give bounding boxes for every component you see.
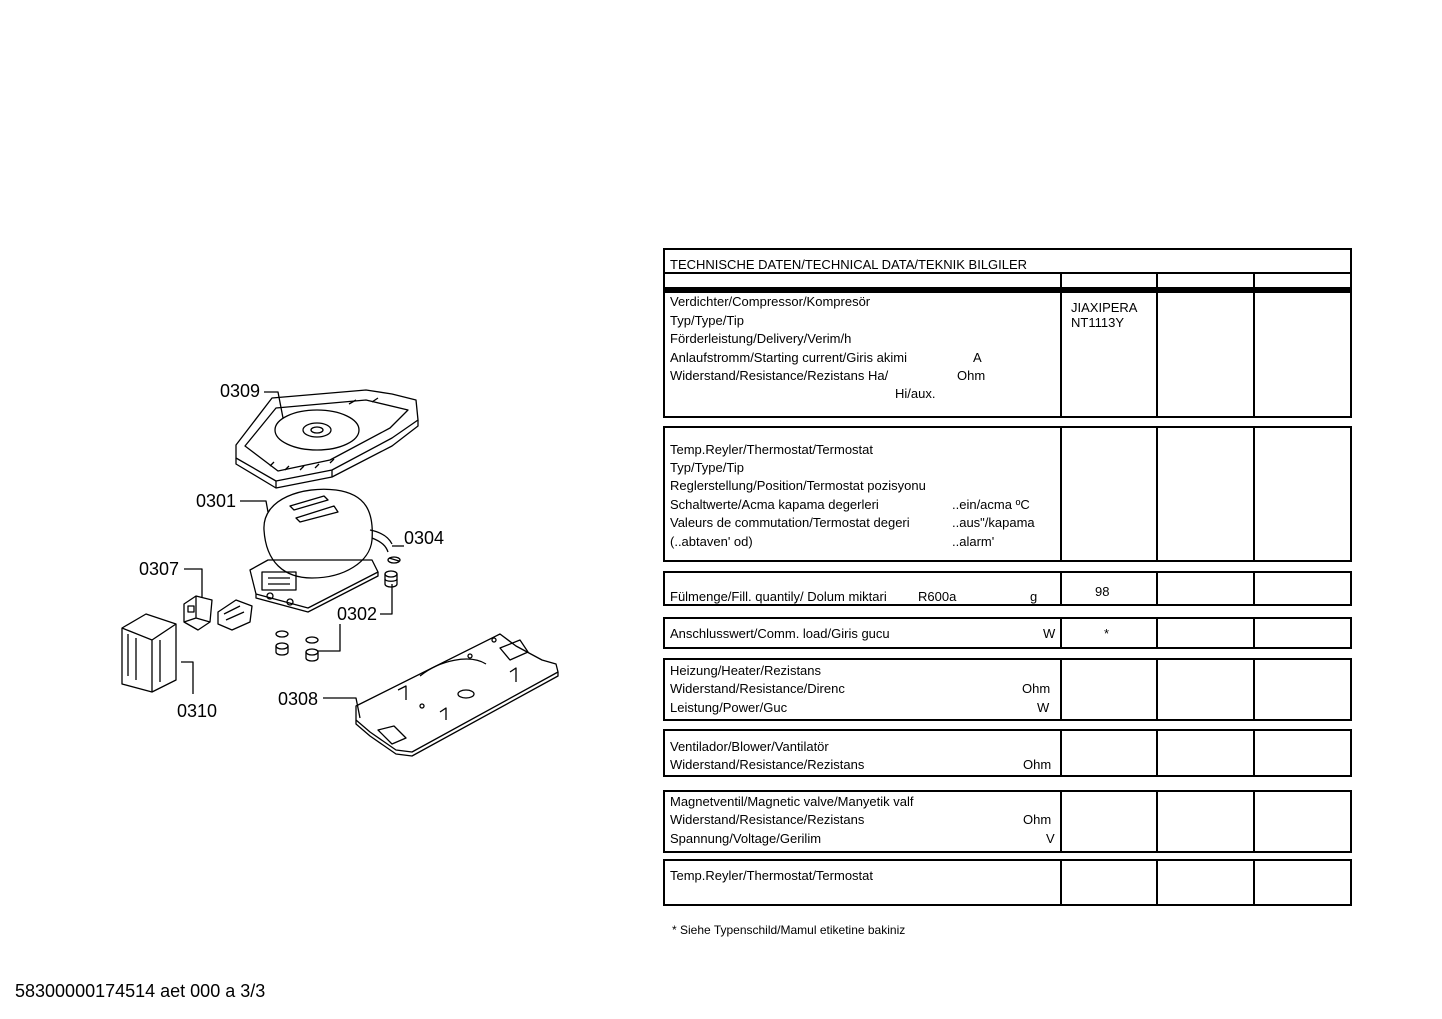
sec6-col-1 [1060,729,1062,777]
base-plate-part [356,634,558,756]
sec7-col-2 [1156,790,1158,853]
sec2-col-1 [1060,426,1062,562]
part-label-0309: 0309 [220,381,261,401]
part-label-0304: 0304 [404,528,445,548]
leader-0302b [317,624,340,651]
compressor-model-value: NT1113Y [1071,315,1124,330]
sec8-col-1 [1060,859,1062,906]
header-col-2 [1156,272,1158,289]
sec4-col-2 [1156,617,1158,649]
thermostat2-label: Temp.Reyler/Thermostat/Termostat [670,868,874,883]
ein-acma-unit: ..ein/acma ºC [952,497,1030,512]
header-divider-2 [663,287,1352,289]
heater-label: Heizung/Heater/Rezistans [670,663,822,678]
blower-resistance-unit: Ohm [1023,757,1052,772]
resistance-label: Widerstand/Resistance/Rezistans Ha/ [670,368,889,383]
compressor-label: Verdichter/Compressor/Kompresör [670,294,871,309]
sec4-col-1 [1060,617,1062,649]
sec7-col-3 [1253,790,1255,853]
header-divider [663,272,1352,274]
thermostat-position-label: Reglerstellung/Position/Termostat pozisyonu [670,478,926,493]
resistance-unit: Ohm [957,368,986,383]
sec5-col-3 [1253,658,1255,721]
sec6-col-2 [1156,729,1158,777]
sec7-col-1 [1060,790,1062,853]
part-label-0307: 0307 [139,559,180,579]
valve-voltage-unit: V [1046,831,1055,846]
sec1-col-2 [1156,291,1158,418]
comm-load-value: * [1104,626,1110,641]
tray-part [236,390,418,488]
part-label-0302: 0302 [337,604,378,624]
heater-power-label: Leistung/Power/Guc [670,700,788,715]
leader-0302 [380,584,392,614]
sec1-col-3 [1253,291,1255,418]
document-id: 58300000174514 aet 000 a 3/3 [15,981,266,1001]
fill-quantity-value: 98 [1095,584,1110,599]
part-label-0310: 0310 [177,701,218,721]
thermostat-type-label: Typ/Type/Tip [670,460,744,475]
valve-resistance-label: Widerstand/Resistance/Rezistans [670,812,865,827]
refrigerant-label: R600a [918,589,957,604]
heater-resistance-label: Widerstand/Resistance/Direnc [670,681,845,696]
starting-current-label: Anlaufstromm/Starting current/Giris akimi [670,350,907,365]
comm-load-unit: W [1043,626,1056,641]
sec8-col-2 [1156,859,1158,906]
capacitor-part [122,614,176,692]
fill-quantity-unit: g [1030,589,1038,604]
leader-0301 [240,501,268,512]
abtaven-label: (..abtaven' od) [670,534,753,549]
compressor-part [250,489,392,612]
type-label: Typ/Type/Tip [670,313,744,328]
sec2-col-3 [1253,426,1255,562]
sec6-col-3 [1253,729,1255,777]
sec2-col-2 [1156,426,1158,562]
sec3-col-1 [1060,571,1062,606]
feet-parts [276,631,318,661]
valve-resistance-unit: Ohm [1023,812,1052,827]
sec5-col-2 [1156,658,1158,721]
part-label-0301: 0301 [196,491,237,511]
sec8-col-3 [1253,859,1255,906]
leader-0308 [323,698,360,718]
valve-label: Magnetventil/Magnetic valve/Manyetik valf [670,794,914,809]
relay-part [184,596,212,630]
header-col-1 [1060,272,1062,289]
leader-0307 [184,569,202,598]
table-title: TECHNISCHE DATEN/TECHNICAL DATA/TEKNIK BILGILER [670,257,1028,272]
comm-load-label: Anschlusswert/Comm. load/Giris gucu [670,626,890,641]
fill-quantity-label: Fülmenge/Fill. quantily/ Dolum miktari [670,589,887,604]
heater-resistance-unit: Ohm [1022,681,1051,696]
valve-voltage-label: Spannung/Voltage/Gerilim [670,831,822,846]
footnote: * Siehe Typenschild/Mamul etiketine bakiniz [672,923,906,937]
alarm-unit: ..alarm' [952,534,995,549]
sec5-col-1 [1060,658,1062,721]
switch-values-label: Schaltwerte/Acma kapama degerleri [670,497,879,512]
commutation-label: Valeurs de commutation/Termostat degeri [670,515,910,530]
blower-label: Ventilador/Blower/Vantilatör [670,739,829,754]
starting-current-unit: A [973,350,982,365]
protector-part [218,600,252,630]
sec3-col-3 [1253,571,1255,606]
sec3-col-2 [1156,571,1158,606]
blower-resistance-label: Widerstand/Resistance/Rezistans [670,757,865,772]
compressor-make-value: JIAXIPERA [1071,300,1138,315]
delivery-label: Förderleistung/Delivery/Verim/h [670,331,852,346]
hiaux-label: Hi/aux. [895,386,936,401]
sec1-col-1 [1060,291,1062,418]
header-col-3 [1253,272,1255,289]
leader-0310 [181,662,193,694]
sec4-col-3 [1253,617,1255,649]
aus-kapama-unit: ..aus"/kapama [952,515,1035,530]
heater-power-unit: W [1037,700,1050,715]
grommet-part [385,557,400,587]
thermostat-label: Temp.Reyler/Thermostat/Termostat [670,442,874,457]
part-label-0308: 0308 [278,689,319,709]
